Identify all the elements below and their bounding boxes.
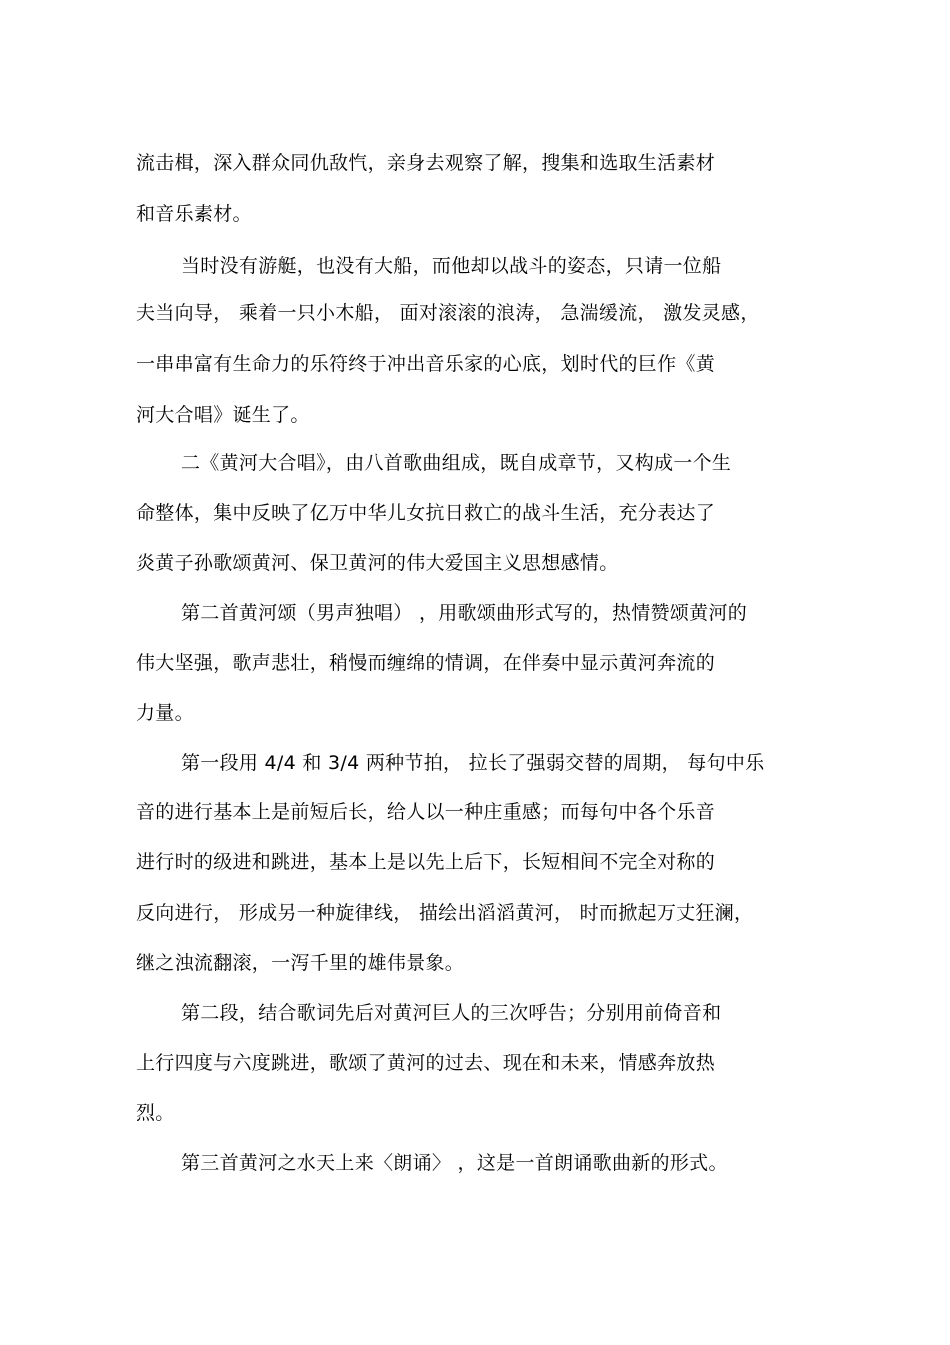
paragraph-first-line: 第三首黄河之水天上来〈朗诵〉 ，这是一首朗诵歌曲新的形式。 [181,1152,728,1174]
text-line: 伟大坚强，歌声悲壮，稍慢而缠绵的情调，在伴奏中显示黄河奔流的 [136,652,716,674]
text-line: 上行四度与六度跳进，歌颂了黄河的过去、现在和未来，情感奔放热 [136,1052,716,1074]
text-line: 夫当向导， 乘着一只小木船， 面对滚滚的浪涛， 急湍缓流， 激发灵感， [136,302,760,324]
paragraph-first-line: 第二段，结合歌词先后对黄河巨人的三次呼告；分别用前倚音和 [181,1002,722,1024]
paragraph-first-line: 当时没有游艇，也没有大船，而他却以战斗的姿态，只请一位船 [181,255,722,277]
text-line: 一串串富有生命力的乐符终于冲出音乐家的心底，划时代的巨作《黄 [136,353,716,375]
paragraph-first-line: 第一段用 4/4 和 3/4 两种节拍， 拉长了强弱交替的周期， 每句中乐 [181,752,765,774]
text-line: 反向进行， 形成另一种旋律线， 描绘出滔滔黄河， 时而掀起万丈狂澜， [136,902,754,924]
text-line: 继之浊流翻滚，一泻千里的雄伟景象。 [136,952,465,974]
text-line: 河大合唱》诞生了。 [136,404,310,426]
text-line: 音的进行基本上是前短后长，给人以一种庄重感；而每句中各个乐音 [136,801,716,823]
text-line: 进行时的级进和跳进，基本上是以先上后下，长短相间不完全对称的 [136,851,716,873]
text-line: 烈。 [136,1102,175,1124]
text-line: 和音乐素材。 [136,203,252,225]
paragraph-first-line: 第二首黄河颂（男声独唱） ，用歌颂曲形式写的，热情赞颂黄河的 [181,602,748,624]
text-line: 流击楫，深入群众同仇敌忾，亲身去观察了解，搜集和选取生活素材 [136,152,716,174]
text-line: 炎黄子孙歌颂黄河、保卫黄河的伟大爱国主义思想感情。 [136,552,619,574]
paragraph-first-line: 二《黄河大合唱》，由八首歌曲组成，既自成章节，又构成一个生 [181,452,732,474]
text-line: 命整体，集中反映了亿万中华儿女抗日救亡的战斗生活，充分表达了 [136,502,716,524]
text-line: 力量。 [136,702,194,724]
